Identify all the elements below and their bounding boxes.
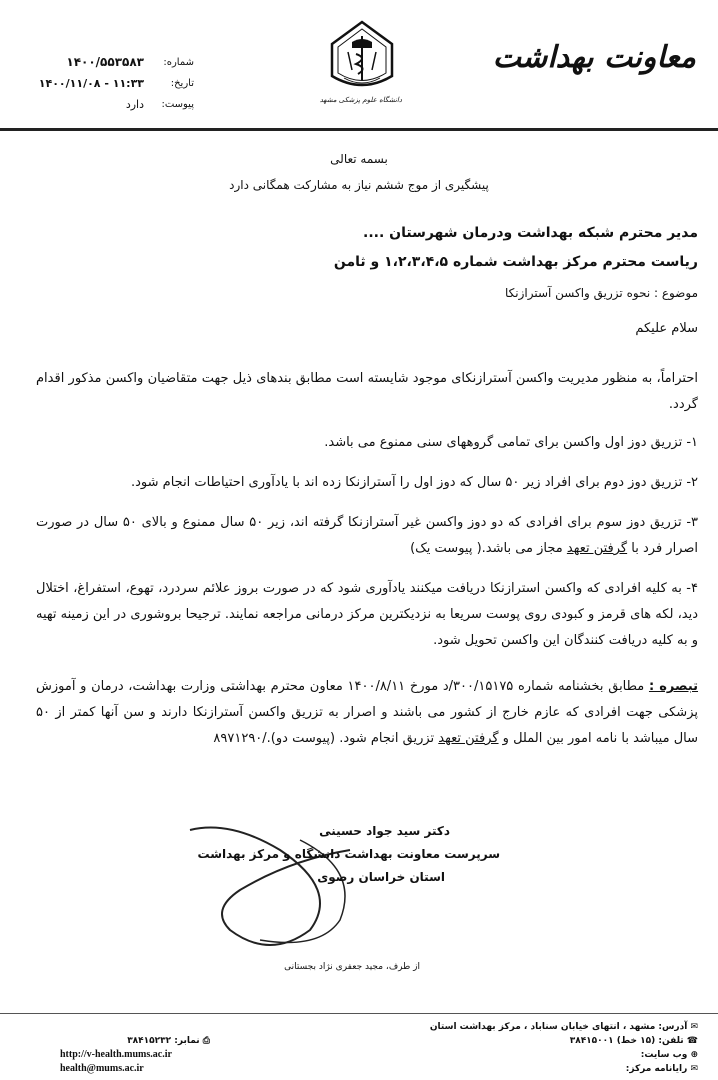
- slogan: پیشگیری از موج ششم نیاز به مشارکت همگانی دارد: [229, 178, 489, 192]
- footer-website-label: ⊕ وب سایت:: [640, 1050, 698, 1060]
- number-value: ۱۴۰۰/۵۵۳۵۸۳: [66, 55, 144, 69]
- signer-name: دکتر سید جواد حسینی: [319, 824, 450, 838]
- footer-phone: ☎ تلفن: (۱۵ خط) ۳۸۴۱۵۰۰۱: [569, 1036, 698, 1046]
- item-3-text-a: ۳- تزریق دوز سوم برای افرادی که دو دوز واکسن غیر آسترازنکا گرفته اند، زیر ۵۰ سال ممنوع و بالای ۵۰ سال در صورت اصرار فرد با: [36, 515, 698, 556]
- greeting: سلام علیکم: [635, 321, 698, 336]
- phone-icon: ☎: [683, 1036, 698, 1046]
- org-title: معاونت بهداشت: [492, 40, 696, 75]
- note-underlined: گرفتن تعهد: [438, 731, 499, 746]
- footer-divider: [0, 1013, 718, 1014]
- recipient-1: مدیر محترم شبکه بهداشت ودرمان شهرستان ....: [363, 225, 698, 241]
- number-row: [34, 52, 194, 73]
- header-divider: [0, 128, 718, 131]
- footer-email-label: ✉ رایانامه مرکز:: [625, 1064, 698, 1074]
- note-text-a: مطابق بخشنامه شماره ۳۰۰/۱۵۱۷۵/د مورخ ۱۴۰۰/۸/۱۱ معاون محترم بهداشتی وزارت بهداشت، درمان و آموزش پزشکی جهت افرادی که عازم خارج از کشور می باشند و اصرار به تزریق واکسن آسترازنکا دارند و سن آنها کمتر از ۵۰ سال میباشد با نامه امور بین الملل و: [36, 679, 698, 746]
- attachment-row: [34, 94, 194, 115]
- mail-icon: ✉: [687, 1064, 698, 1074]
- footer-email[interactable]: health@mums.ac.ir: [60, 1063, 144, 1074]
- note-text-b: تزریق انجام شود. (پیوست دو)./۸۹۷۱۲۹۰: [213, 731, 435, 746]
- university-logo: [319, 14, 402, 114]
- subject-line: موضوع : نحوه تزریق واکسن آسترازنکا: [504, 286, 698, 300]
- signer-province: استان خراسان رضوی: [317, 870, 445, 884]
- date-row: [34, 73, 194, 94]
- fax-icon: ⎙: [199, 1036, 210, 1046]
- globe-icon: ⊕: [687, 1050, 698, 1060]
- on-behalf-note: از طرف، مجید جعفری نژاد بجستانی: [284, 962, 420, 972]
- item-2: ۲- تزریق دوز دوم برای افراد زیر ۵۰ سال که دوز اول را آسترازنکا زده اند با یادآوری احتیاطات انجام شود.: [131, 475, 698, 490]
- footer-fax: ⎙ نمابر: ۳۸۴۱۵۲۳۲: [127, 1036, 210, 1046]
- bismillah: بسمه تعالی: [330, 152, 388, 166]
- item-1: ۱- تزریق دوز اول واکسن برای تمامی گروههای سنی ممنوع می باشد.: [324, 435, 698, 450]
- note-label: تبصره :: [648, 679, 699, 694]
- item-4: ۴- به کلیه افرادی که واکسن استرازنکا دریافت میکنند یادآوری شود که در صورت بروز علائم سردرد، تهوع، استفراغ، اختلال دید، لکه های قرمز و کبودی روی پوست سریعا به نزدیکترین مرکز درمانی مراجعه نمایند. ترجیحا بروشوری در این زمینه تهیه و به کلیه دریافت کنندگان این واکسن تحویل شود.: [36, 581, 698, 648]
- item-3-underlined: گرفتن تعهد: [566, 541, 628, 556]
- attachment-value: دارد: [125, 98, 144, 111]
- footer-address: ✉ آدرس: مشهد ، انتهای خیابان سناباد ، مرکز بهداشت استان: [429, 1022, 698, 1032]
- letter-meta: [34, 52, 194, 115]
- intro-paragraph: احتراماً، به منظور مدیریت واکسن آسترازنکای موجود شایسته است مطابق بندهای ذیل جهت متقاضیان واکسن مذکور اقدام گردد.: [36, 371, 698, 412]
- item-3: [36, 510, 698, 562]
- footer-website[interactable]: http://v-health.mums.ac.ir: [60, 1049, 172, 1060]
- signature-block: [197, 820, 500, 889]
- recipient-2: ریاست محترم مرکز بهداشت شماره ۱،۲،۳،۴،۵ و ثامن: [333, 254, 698, 270]
- location-icon: ✉: [687, 1022, 698, 1032]
- attachment-label: پیوست:: [161, 99, 194, 110]
- signer-title: سرپرست معاونت بهداشت دانشگاه و مرکز بهداشت: [197, 847, 500, 861]
- date-label: تاریخ:: [170, 78, 194, 89]
- item-3-text-b: مجاز می باشد.( پیوست یک): [410, 541, 563, 556]
- logo-caption: دانشگاه علوم پزشکی مشهد: [319, 96, 402, 104]
- date-value: ۱۴۰۰/۱۱/۰۸ - ۱۱:۳۳: [38, 77, 144, 90]
- number-label: شماره:: [163, 57, 194, 68]
- note-paragraph: [36, 674, 698, 752]
